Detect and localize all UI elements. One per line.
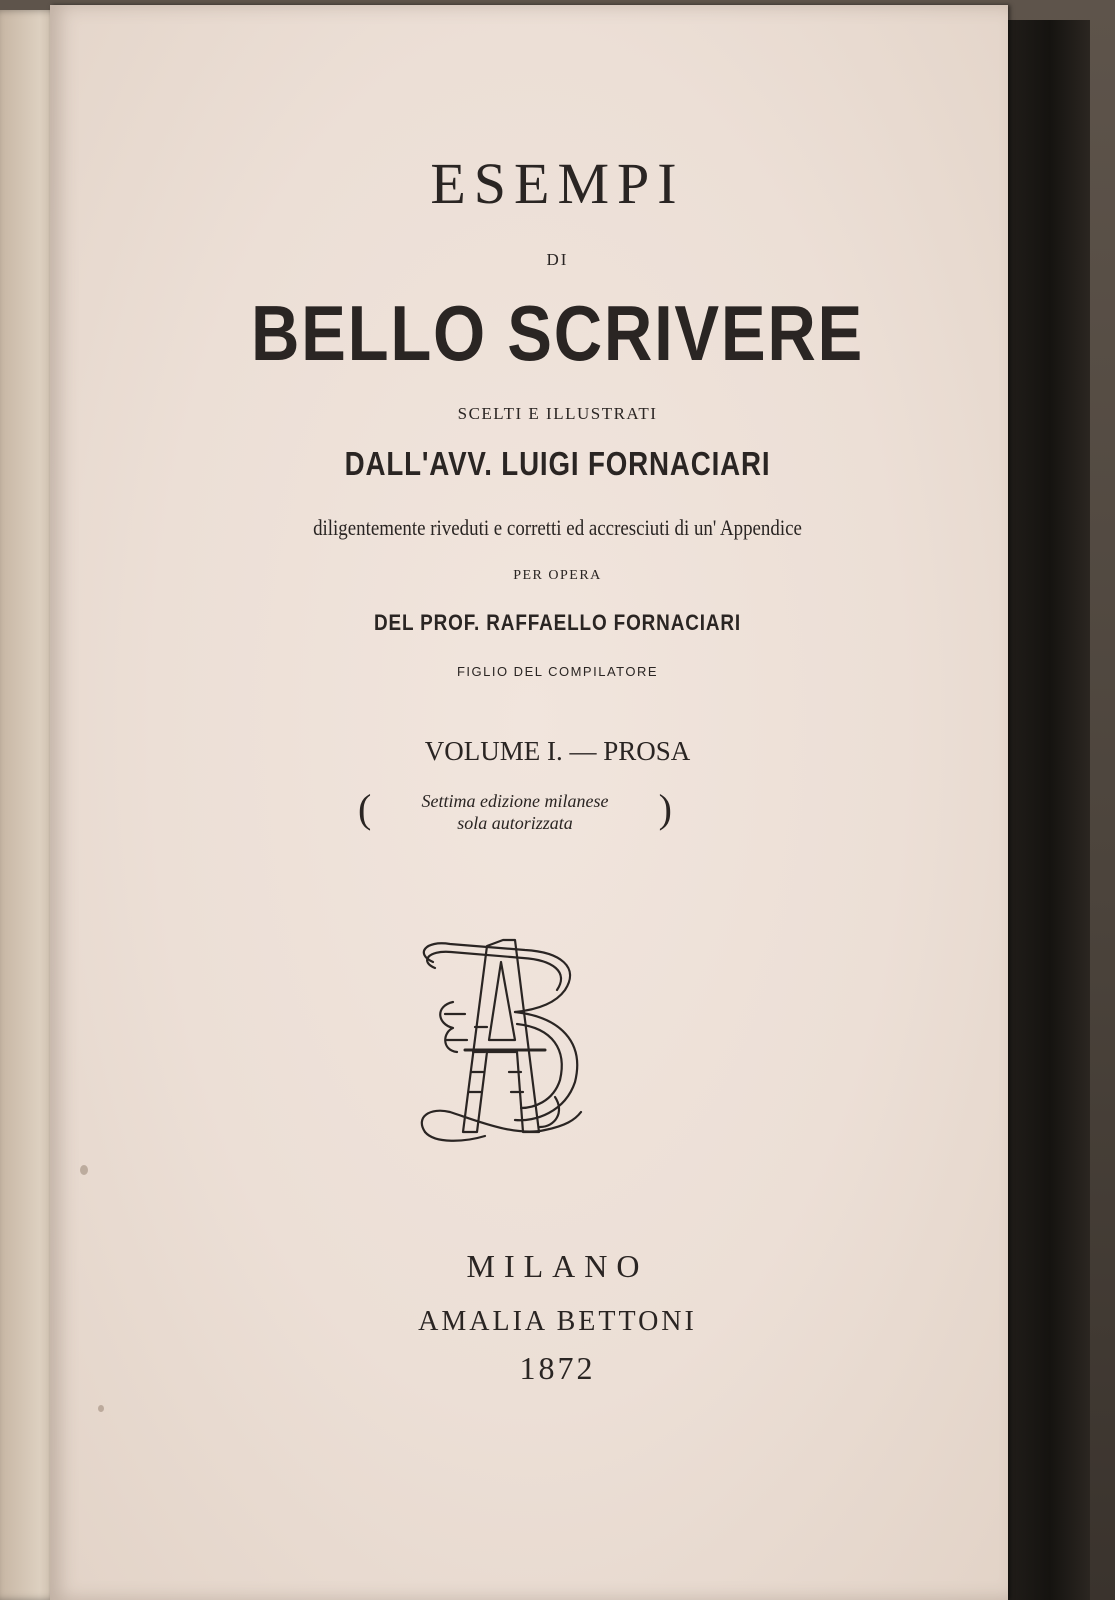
edition-line-1: Settima edizione milanese	[421, 791, 609, 811]
editor-note: FIGLIO DEL COMPILATORE	[456, 664, 659, 679]
left-parenthesis: (	[358, 786, 372, 831]
imprint-year: 1872	[519, 1350, 596, 1386]
stain-spot	[80, 1165, 88, 1175]
connector-di: DI	[546, 250, 569, 269]
edition-line-2: sola autorizzata	[457, 813, 573, 833]
ab-monogram-emblem	[405, 932, 595, 1147]
subtitle-scelti: SCELTI E ILLUSTRATI	[457, 404, 658, 423]
author-line: DALL'AVV. LUIGI FORNACIARI	[344, 445, 771, 482]
edition-note	[358, 786, 672, 836]
imprint-city: MILANO	[466, 1248, 649, 1284]
right-parenthesis: )	[658, 786, 672, 831]
revision-line: diligentemente riveduti e corretti ed accresciuti di un' Appendice	[313, 515, 802, 540]
editor-line: DEL PROF. RAFFAELLO FORNACIARI	[373, 610, 742, 635]
heading-esempi: ESEMPI	[430, 151, 685, 216]
stain-spot	[98, 1405, 104, 1412]
per-opera-line: PER OPERA	[513, 568, 602, 583]
main-title: BELLO SCRIVERE	[251, 289, 864, 377]
imprint-publisher: AMALIA BETTONI	[418, 1306, 697, 1337]
volume-line: VOLUME I. — PROSA	[424, 736, 691, 766]
